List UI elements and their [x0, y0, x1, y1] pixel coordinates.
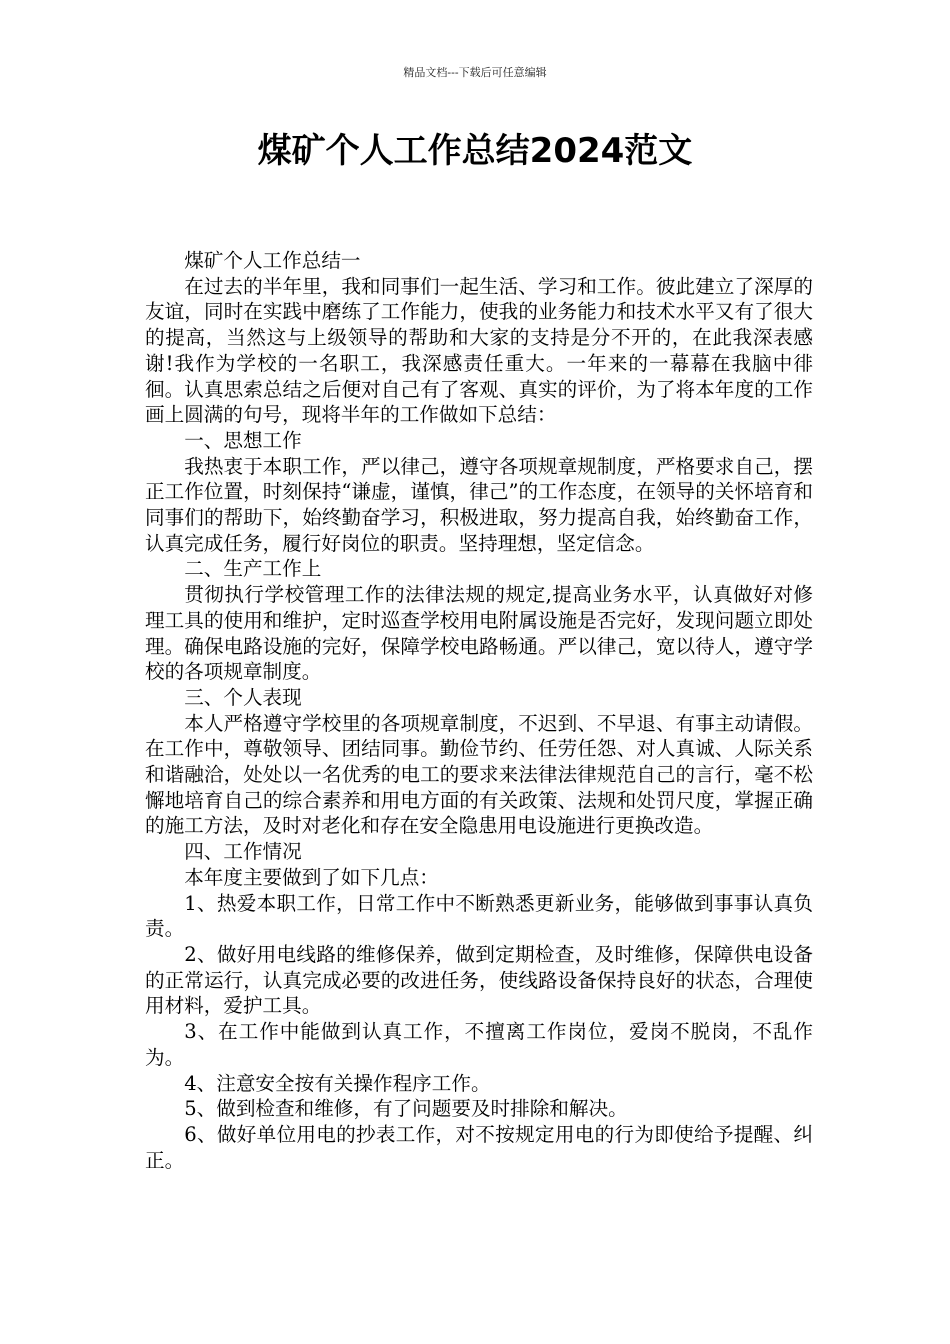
- paragraph: 在过去的半年里，我和同事们一起生活、学习和工作。彼此建立了深厚的友谊，同时在实践中磨练了工作能力，使我的业务能力和技术水平又有了很大的提高，当然这与上级领导的帮助和大家的支持是分不开的，在此我深表感谢!我作为学校的一名职工，我深感责任重大。一年来的一幕幕在我脑中徘徊。认真思索总结之后便对自己有了客观、真实的评价，为了将本年度的工作画上圆满的句号，现将半年的工作做如下总结：: [145, 274, 813, 427]
- section-heading: 二、生产工作上: [184, 557, 322, 581]
- list-item: 5、做到检查和维修，有了问题要及时排除和解决。: [184, 1097, 628, 1121]
- document-body: [145, 248, 813, 1173]
- paragraph: 本人严格遵守学校里的各项规章制度，不迟到、不早退、有事主动请假。在工作中，尊敬领导、团结同事。勤俭节约、任劳任怨、对人真诚、人际关系和谐融洽，处处以一名优秀的电工的要求来法律法律规范自己的言行，毫不松懈地培育自己的综合素养和用电方面的有关政策、法规和处罚尺度，掌握正确的施工方法，及时对老化和存在安全隐患用电设施进行更换改造。: [145, 711, 813, 838]
- list-item: 4、注意安全按有关操作程序工作。: [184, 1071, 491, 1095]
- list-item: 3、在工作中能做到认真工作，不擅离工作岗位，爱岗不脱岗，不乱作为。: [145, 1020, 813, 1069]
- paragraph: 贯彻执行学校管理工作的法律法规的规定,提高业务水平，认真做好对修理工具的使用和维护，定时巡查学校用电附属设施是否完好，发现问题立即处理。确保电路设施的完好，保障学校电路畅通。严以律己，宽以待人，遵守学校的各项规章制度。: [145, 583, 813, 684]
- list-item: 6、做好单位用电的抄表工作，对不按规定用电的行为即使给予提醒、纠正。: [145, 1122, 813, 1172]
- paragraph: 我热衷于本职工作，严以律己，遵守各项规章规制度，严格要求自己，摆正工作位置，时刻保持“谦虚，谨慎，律己”的工作态度，在领导的关怀培育和同事们的帮助下，始终勤奋学习，积极进取，努力提高自我，始终勤奋工作，认真完成任务，履行好岗位的职责。坚持理想，坚定信念。: [145, 454, 813, 555]
- list-item: 2、做好用电线路的维修保养，做到定期检查，及时维修，保障供电设备的正常运行，认真完成必要的改进任务，使线路设备保持良好的状态，合理使用材料，爱护工具。: [145, 942, 813, 1018]
- section-heading: 三、个人表现: [184, 685, 302, 709]
- section-heading: 煤矿个人工作总结一: [184, 249, 361, 272]
- page-header-note: 精品文档---下载后可任意编辑: [403, 66, 547, 79]
- paragraph: 本年度主要做到了如下几点：: [184, 865, 439, 889]
- section-heading: 一、思想工作: [184, 428, 302, 452]
- section-heading: 四、工作情况: [184, 840, 302, 864]
- document-title: 煤矿个人工作总结2024范文: [257, 131, 693, 171]
- list-item: 1、热爱本职工作，日常工作中不断熟悉更新业务，能够做到事事认真负责。: [145, 891, 813, 941]
